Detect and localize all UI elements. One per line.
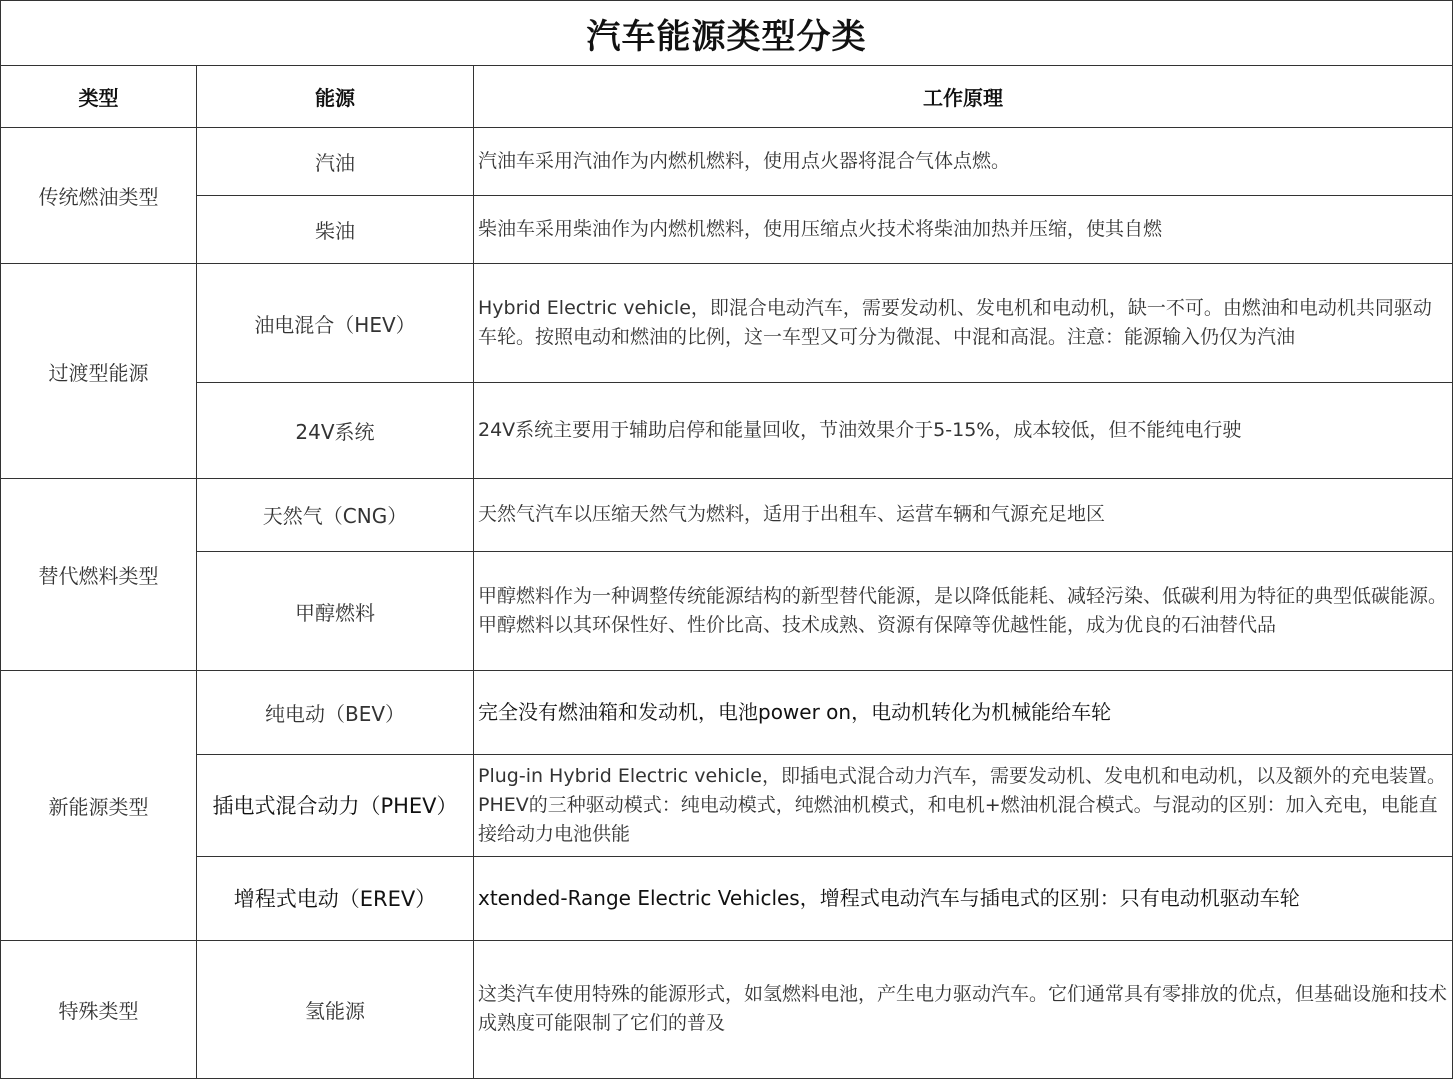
- energy-cell: 汽油: [197, 128, 474, 196]
- table-row: [1, 478, 1453, 551]
- table-row: [1, 382, 1453, 478]
- energy-cell: 纯电动（BEV）: [197, 671, 474, 755]
- principle-cell: 24V系统主要用于辅助启停和能量回收，节油效果介于5-15%，成本较低，但不能纯电行驶: [474, 382, 1453, 478]
- energy-cell: 24V系统: [197, 382, 474, 478]
- energy-cell: 柴油: [197, 196, 474, 264]
- energy-cell: 插电式混合动力（PHEV）: [197, 755, 474, 856]
- table-row: [1, 940, 1453, 1078]
- header-row: [1, 66, 1453, 128]
- header-type: 类型: [1, 66, 197, 128]
- energy-cell: 增程式电动（EREV）: [197, 856, 474, 940]
- table-row: [1, 671, 1453, 755]
- type-cell: 替代燃料类型: [1, 478, 197, 670]
- title-row: [1, 1, 1453, 66]
- table-title: 汽车能源类型分类: [1, 1, 1453, 66]
- energy-cell: 天然气（CNG）: [197, 478, 474, 551]
- principle-cell: 汽油车采用汽油作为内燃机燃料，使用点火器将混合气体点燃。: [474, 128, 1453, 196]
- principle-cell: 天然气汽车以压缩天然气为燃料，适用于出租车、运营车辆和气源充足地区: [474, 478, 1453, 551]
- energy-cell: 油电混合（HEV）: [197, 264, 474, 382]
- header-principle: 工作原理: [474, 66, 1453, 128]
- principle-cell: 完全没有燃油箱和发动机，电池power on，电动机转化为机械能给车轮: [474, 671, 1453, 755]
- principle-cell: 甲醇燃料作为一种调整传统能源结构的新型替代能源，是以降低能耗、减轻污染、低碳利用为特征的典型低碳能源。甲醇燃料以其环保性好、性价比高、技术成熟、资源有保障等优越性能，成为优良的石油替代品: [474, 551, 1453, 670]
- table-row: [1, 856, 1453, 940]
- table-row: [1, 264, 1453, 382]
- table-row: [1, 128, 1453, 196]
- principle-cell: Plug-in Hybrid Electric vehicle，即插电式混合动力汽车，需要发动机、发电机和电动机，以及额外的充电装置。PHEV的三种驱动模式：纯电动模式，纯燃油机模式，和电机+燃油机混合模式。与混动的区别：加入充电，电能直接给动力电池供能: [474, 755, 1453, 856]
- table-row: [1, 196, 1453, 264]
- table-row: [1, 551, 1453, 670]
- energy-cell: 氢能源: [197, 940, 474, 1078]
- principle-cell: xtended-Range Electric Vehicles，增程式电动汽车与插电式的区别：只有电动机驱动车轮: [474, 856, 1453, 940]
- principle-cell: 柴油车采用柴油作为内燃机燃料，使用压缩点火技术将柴油加热并压缩，使其自燃: [474, 196, 1453, 264]
- table-row: [1, 755, 1453, 856]
- principle-cell: 这类汽车使用特殊的能源形式，如氢燃料电池，产生电力驱动汽车。它们通常具有零排放的优点，但基础设施和技术成熟度可能限制了它们的普及: [474, 940, 1453, 1078]
- energy-cell: 甲醇燃料: [197, 551, 474, 670]
- header-energy: 能源: [197, 66, 474, 128]
- type-cell: 传统燃油类型: [1, 128, 197, 264]
- type-cell: 新能源类型: [1, 671, 197, 940]
- type-cell: 过渡型能源: [1, 264, 197, 478]
- principle-cell: Hybrid Electric vehicle，即混合电动汽车，需要发动机、发电机和电动机，缺一不可。由燃油和电动机共同驱动车轮。按照电动和燃油的比例，这一车型又可分为微混、中混和高混。注意：能源输入仍仅为汽油: [474, 264, 1453, 382]
- type-cell: 特殊类型: [1, 940, 197, 1078]
